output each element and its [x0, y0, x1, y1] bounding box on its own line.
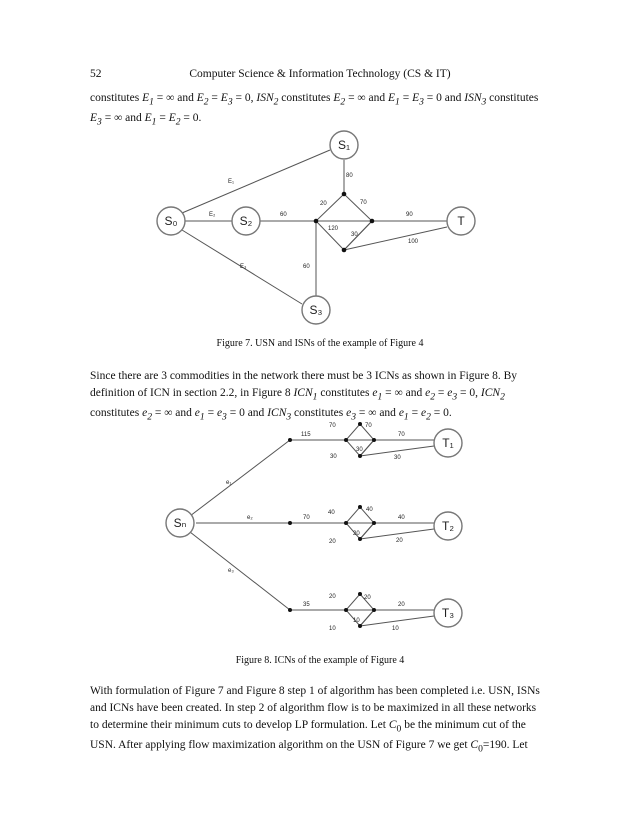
junction-dot	[372, 608, 376, 612]
edge-label: 120	[328, 226, 339, 232]
paragraph-1-line: constitutes $E_1$ = ∞ and $E_2 = E_3 = 0$, $ISN_2$ constitutes $E_2$ = ∞ and $E_1 = E_3 = 0$ and $ISN_3$ constitutes	[90, 92, 539, 108]
edge-label: 40	[328, 510, 335, 516]
edge-label: 100	[408, 239, 419, 245]
junction-dot	[358, 422, 362, 426]
edge-label: 115	[301, 432, 311, 438]
node-t2	[434, 512, 462, 540]
junction-dot	[358, 592, 362, 596]
edge-label: 30	[351, 232, 358, 238]
edge-label: E₁	[228, 179, 235, 185]
node-t3-label: T₃	[441, 606, 455, 620]
edge-label: 60	[303, 264, 310, 270]
node-t3	[434, 599, 462, 627]
figure-7-caption: Figure 7. USN and ISNs of the example of Figure 4	[216, 338, 424, 349]
edge-label: 10	[329, 626, 336, 632]
edge-sn-branch1	[190, 440, 290, 516]
paragraph-2-line: definition of ICN in section 2.2, in Figure 8 $ICN_1$ constitutes $e_1$ = ∞ and $e_2 = e_3 = 0$, $ICN_2$	[90, 387, 505, 403]
edge-label: 70	[398, 432, 405, 438]
node-s0-label: S₀	[164, 214, 178, 228]
junction-dot	[344, 521, 348, 525]
junction-dot	[358, 454, 362, 458]
edge-label: 30	[356, 447, 363, 453]
junction-dot	[344, 608, 348, 612]
node-s2-label: S₂	[239, 214, 253, 228]
junction-dot	[372, 438, 376, 442]
node-t1-label: T₁	[442, 436, 454, 450]
edge	[360, 610, 374, 626]
edge-label: 30	[394, 455, 401, 461]
figure-8-caption: Figure 8. ICNs of the example of Figure 4	[235, 655, 405, 666]
junction-dot	[358, 537, 362, 541]
edge-label: 20	[396, 538, 403, 544]
paragraph-3-line: and ICNs have been created. In step 2 of algorithm flow is to be maximized in all these networks	[90, 702, 537, 714]
junction-dot	[288, 438, 292, 442]
node-s1-label: S₁	[337, 138, 351, 152]
edge-label: E₃	[240, 264, 247, 270]
edge-label: 20	[364, 595, 371, 601]
edge-label: 20	[353, 531, 360, 537]
edge-label: 20	[329, 539, 336, 545]
paragraph-1-line: $E_3$ = ∞ and $E_1 = E_2 = 0$.	[90, 112, 202, 128]
paragraph-3-line: to determine their minimum cuts to develop LP formulation. Let $C_0$ be the minimum cut of the	[90, 719, 526, 735]
junction-dot	[358, 624, 362, 628]
junction-dot	[344, 438, 348, 442]
paragraph-3	[90, 683, 550, 758]
node-s3-label: S₃	[309, 303, 323, 317]
edge-label: 90	[406, 212, 413, 218]
edge-label: 40	[366, 507, 373, 513]
edge-label: 20	[320, 201, 327, 207]
edge-label: 35	[303, 602, 310, 608]
edge-label: 10	[392, 626, 399, 632]
edge-label: 70	[329, 423, 336, 429]
edge	[360, 616, 434, 626]
edge-label: 70	[360, 200, 367, 206]
edge-label: 10	[353, 618, 360, 624]
edge-label: 20	[329, 594, 336, 600]
journal-title: Computer Science & Information Technology (CS & IT)	[189, 68, 451, 80]
edge	[360, 523, 374, 539]
node-sn-label: Sₙ	[173, 516, 187, 530]
edge-sn-branch3	[190, 532, 290, 610]
edge-label: E₂	[209, 212, 216, 218]
edge-label: 30	[330, 454, 337, 460]
node-t1	[434, 429, 462, 457]
edge-label: e₁	[226, 480, 232, 486]
edge-label: 60	[280, 212, 287, 218]
paragraph-2-line: constitutes $e_2$ = ∞ and $e_1 = e_3 = 0$ and $ICN_3$ constitutes $e_3$ = ∞ and $e_1 = e_2 = 0$.	[90, 407, 452, 423]
node-t2-label: T₂	[442, 519, 454, 533]
node-sn	[166, 509, 194, 537]
edge-label: e₃	[228, 568, 234, 574]
edge-label: e₂	[247, 515, 253, 521]
edge-label: 80	[346, 173, 353, 179]
junction-dot	[288, 521, 292, 525]
page-number: 52	[90, 68, 102, 80]
edge-label: 40	[398, 515, 405, 521]
paragraph-3-line: USN. After applying flow maximization algorithm on the USN of Figure 7 we get $C_0=190$. Let	[90, 739, 528, 755]
edge-label: 70	[365, 423, 372, 429]
paragraph-2-line: Since there are 3 commodities in the network there must be 3 ICNs as shown in Figure 8. By	[90, 370, 518, 382]
paragraph-3-line: With formulation of Figure 7 and Figure 8 step 1 of algorithm has been completed i.e. USN, ISNs	[90, 685, 540, 697]
junction-dot	[358, 505, 362, 509]
edge-label: 20	[398, 602, 405, 608]
edge-label: 70	[303, 515, 310, 521]
junction-dot	[288, 608, 292, 612]
junction-dot	[372, 521, 376, 525]
node-t-label: T	[457, 214, 465, 228]
